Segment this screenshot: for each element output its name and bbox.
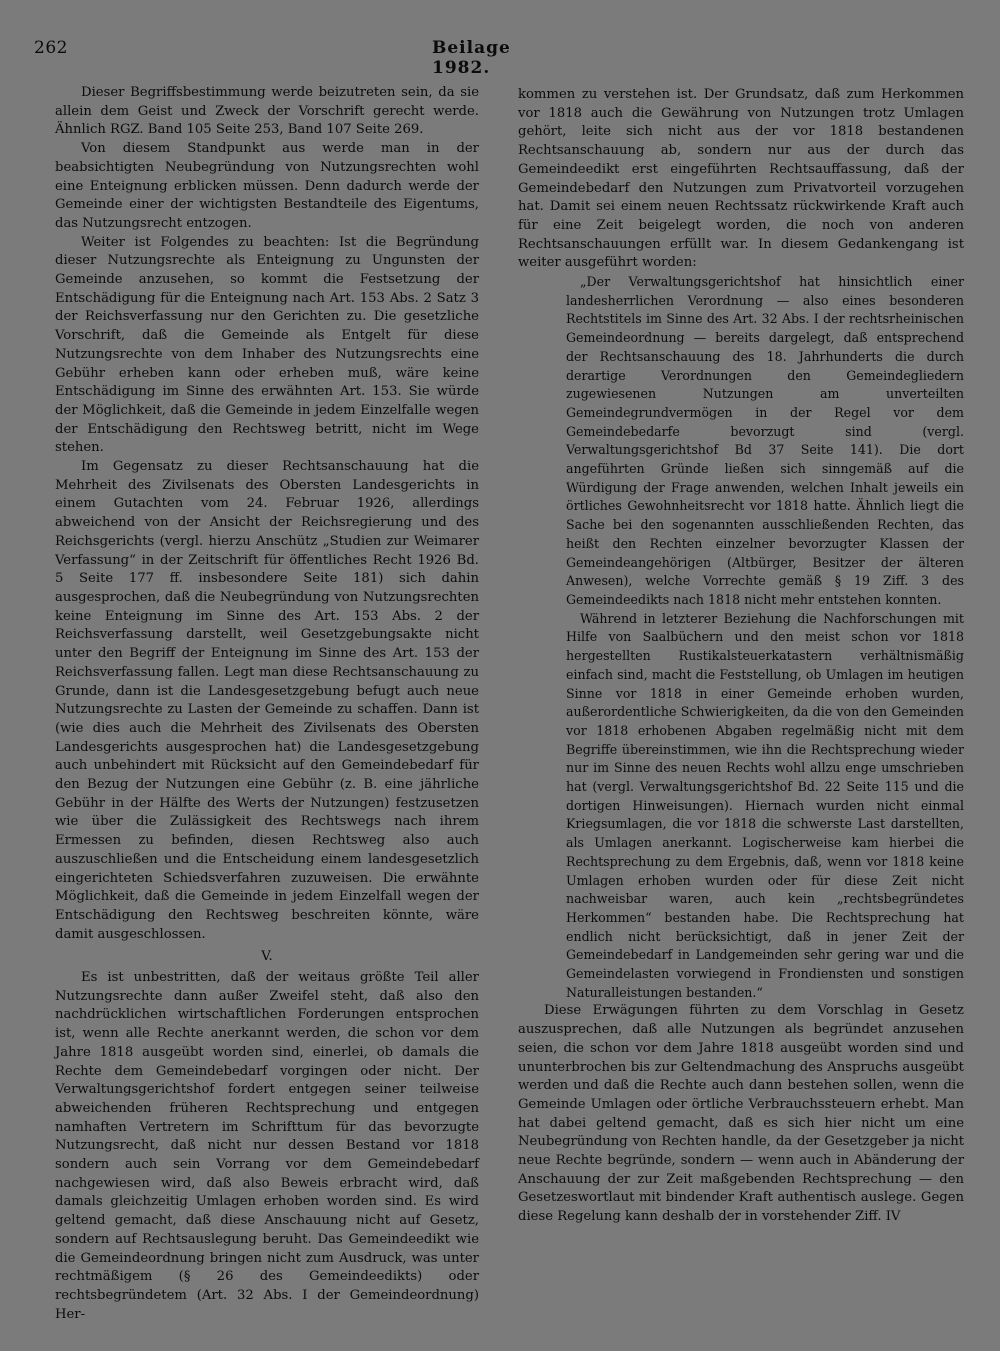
- paragraph: Im Gegensatz zu dieser Rechtsanschauung hat die Mehrheit des Zivilsenats des Obersten Landesgerichts in einem Gutachten vom 24. Februar 1926, allerdings abweichend von der Ansicht der Reichsregierung und des Reichsgerichts (vergl. hierzu Anschütz „Studien zur Weimarer Verfassung“ in der Zeitschrift für öffentliches Recht 1926 Bd. 5 Seite 177 ff. insbesondere Seite 181) sich dahin ausgesprochen, daß die Neubegründung von Nutzungsrechten keine Enteignung im Sinne des Art. 153 Abs. 2 der Reichsverfassung darstellt, weil Gesetzgebungsakte nicht unter den Begriff der Enteignung im Sinne des Art. 153 der Reichsverfassung fallen. Legt man diese Rechtsanschauung zu Grunde, dann ist die Landesgesetzgebung befugt auch neue Nutzungsrechte zu Lasten der Gemeinde zu schaffen. Dann ist (wie dies auch die Mehrheit des Zivilsenats des Obersten Landesgerichts ausgesprochen hat) die Landesgesetzgebung auch unbehindert mit Rücksicht auf den Gemeindebedarf für den Bezug der Nutzungen eine Gebühr (z. B. eine jährliche Gebühr in der Hälfte des Werts der Nutzungen) festzusetzen wie über die Zulässigkeit des Rechtswegs nach ihrem Ermessen zu befinden, diesen Rechtsweg also auch auszuschließen und die Entscheidung einem landesgesetzlich eingerichteten Schiedsverfahren zuzuweisen. Die erwähnte Möglichkeit, daß die Gemeinde in jedem Einzelfall wegen der Entschädigung den Rechtsweg beschreiten könnte, wäre damit ausgeschlossen.: [55, 459, 479, 942]
- paragraph: Diese Erwägungen führten zu dem Vorschlag in Gesetz auszusprechen, daß alle Nutzungen als begründet anzusehen seien, die schon vor dem Jahre 1818 ausgeübt worden sind und ununterbrochen bis zur Geltendmachung des Anspruchs ausgeübt werden und daß die Rechte auch dann bestehen sollen, wenn die Gemeinde Umlagen oder örtliche Verbrauchssteuern erhebt. Man hat dabei geltend gemacht, daß es sich hier nicht um eine Neubegründung von Rechten handle, da der Gesetzgeber ja nicht neue Rechte begründe, sondern — wenn auch in Abänderung der Anschauung der zur Zeit maßgebenden Rechtsprechung — den Gesetzeswortlaut mit bindender Kraft authentisch auslege. Gegen diese Regelung kann deshalb der in vorstehender Ziff. IV: [518, 1003, 964, 1225]
- paragraph: kommen zu verstehen ist. Der Grundsatz, daß zum Herkommen vor 1818 auch die Gewährung von Nutzungen trotz Umlagen gehört, leite sich nicht aus der vor 1818 bestandenen Rechtsanschauung ab, sondern nur aus der durch das Gemeindeedikt erst eingeführten Rechtsauffassung, daß der Gemeindebedarf den Nutzungen zum Privatvorteil vorzugehen hat. Damit sei einem neuen Rechtssatz rückwirkende Kraft auch für eine Zeit beigelegt worden, die noch von anderen Rechtsanschauungen erfüllt war. In diesem Gedankengang ist weiter ausgeführt worden:: [518, 87, 964, 271]
- section-heading: V.: [261, 949, 273, 965]
- right-column: [518, 86, 964, 1227]
- page-number: 262: [34, 38, 68, 58]
- paragraph: Dieser Begriffsbestimmung werde beizutreten sein, da sie allein dem Geist und Zweck der Vorschrift gerecht werde. Ähnlich RGZ. Band 105 Seite 253, Band 107 Seite 269.: [55, 85, 479, 138]
- page-title: Beilage 1982.: [432, 38, 511, 78]
- left-column: [55, 84, 479, 1324]
- quotation: „Der Verwaltungsgerichtshof hat hinsichtlich einer landesherrlichen Verordnung — also eines besonderen Rechtstitels im Sinne des Art. 32 Abs. I der rechtsrheinischen Gemeindeordnung — bereits dargelegt, daß entsprechend der Rechtsanschauung des 18. Jahrhunderts die durch derartige Verordnungen den Gemeindegliedern zugewiesenen Nutzungen am unverteilten Gemeindegrundvermögen in der Regel vor dem Gemeindebedarfe bevorzugt sind (vergl. Verwaltungsgerichtshof Bd 37 Seite 141). Die dort angeführten Gründe ließen sich sinngemäß auf die Würdigung der Frage anwenden, welchen Inhalt jeweils ein örtliches Gewohnheitsrecht vor 1818 hatte. Ähnlich liegt die Sache bei den sogenannten ausschließenden Rechten, das heißt den Rechten einzelner bevorzugter Klassen der Gemeindeangehörigen (Altbürger, Besitzer der älteren Anwesen), welche Vorrechte gemäß § 19 Ziff. 3 des Gemeindeedikts nach 1818 nicht mehr entstehen konnten.: [566, 274, 964, 607]
- paragraph: Es ist unbestritten, daß der weitaus größte Teil aller Nutzungsrechte dann außer Zweifel steht, daß also den nachdrücklichen wirtschaftlichen Forderungen entsprochen ist, wenn alle Rechte anerkannt werden, die schon vor dem Jahre 1818 ausgeübt worden sind, einerlei, ob damals die Rechte dem Gemeindebedarf vorgingen oder nicht. Der Verwaltungsgerichtshof fordert entgegen seiner teilweise abweichenden früheren Rechtsprechung und entgegen namhaften Vertretern im Schrifttum für das bevorzugte Nutzungsrecht, daß nicht nur dessen Bestand vor 1818 sondern auch sein Vorrang vor dem Gemeindebedarf nachgewiesen wird, daß also Beweis erbracht wird, daß damals gleichzeitig Umlagen erhoben worden sind. Es wird geltend gemacht, daß diese Anschauung nicht auf Gesetz, sondern auf Rechtsauslegung beruht. Das Gemeindeedikt wie die Gemeindeordnung bringen nicht zum Ausdruck, was unter rechtmäßigem (§ 26 des Gemeindeedikts) oder rechtsbegründetem (Art. 32 Abs. I der Gemeindeordnung) Her-: [55, 970, 479, 1322]
- paragraph: Von diesem Standpunkt aus werde man in der beabsichtigten Neubegründung von Nutzungsrechten wohl eine Enteignung erblicken müssen. Denn dadurch werde der Gemeinde einer der wichtigsten Bestandteile des Eigentums, das Nutzungsrecht entzogen.: [55, 141, 479, 231]
- paragraph: Weiter ist Folgendes zu beachten: Ist die Begründung dieser Nutzungsrechte als Enteignung zu Ungunsten der Gemeinde anzusehen, so kommt die Festsetzung der Entschädigung für die Enteignung nach Art. 153 Abs. 2 Satz 3 der Reichsverfassung nur den Gerichten zu. Die gesetzliche Vorschrift, daß die Gemeinde als Entgelt für diese Nutzungsrechte von dem Inhaber des Nutzungsrechts eine Gebühr erheben kann oder erheben muß, wäre keine Entschädigung im Sinne des erwähnten Art. 153. Sie würde der Möglichkeit, daß die Gemeinde in jedem Einzelfalle wegen der Entschädigung den Rechtsweg betritt, nicht im Wege stehen.: [55, 234, 479, 456]
- page-header: [34, 38, 554, 78]
- quotation: Während in letzterer Beziehung die Nachforschungen mit Hilfe von Saalbüchern und den meist schon vor 1818 hergestellten Rustikalsteuerkatastern verhältnismäßig einfach sind, macht die Feststellung, ob Umlagen im heutigen Sinne vor 1818 in einer Gemeinde erhoben wurden, außerordentliche Schwierigkeiten, da die von den Gemeinden vor 1818 erhobenen Abgaben regelmäßig nicht mit dem Begriffe übereinstimmen, wie ihn die Rechtsprechung wieder nur im Sinne des neuen Rechts wohl allzu enge umschrieben hat (vergl. Verwaltungsgerichtshof Bd. 22 Seite 115 und die dortigen Hinweisungen). Hiernach wurden nicht einmal Kriegsumlagen, die vor 1818 die schwerste Last darstellten, als Umlagen anerkannt. Logischerweise kam hierbei die Rechtsprechung zu dem Ergebnis, daß, wenn vor 1818 keine Umlagen erhoben wurden oder für diese Zeit nicht nachweisbar waren, auch kein „rechtsbegründetes Herkommen“ bestanden habe. Die Rechtsprechung hat endlich nicht berücksichtigt, daß in jener Zeit der Gemeindebedarf in Landgemeinden sehr gering war und die Gemeindelasten vorwiegend in Frondiensten und sonstigen Naturalleistungen bestanden.“: [566, 610, 964, 1000]
